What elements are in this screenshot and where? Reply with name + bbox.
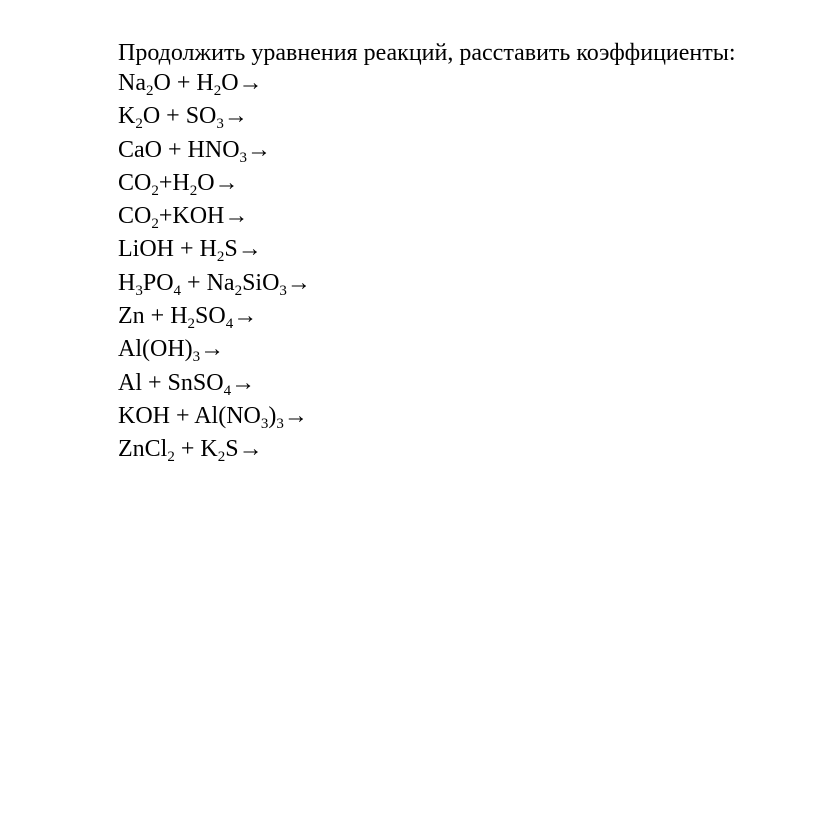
reaction-equation: $Al(OH)_3\to$ [118, 336, 225, 366]
document-body [118, 38, 818, 468]
reaction-equation: $CO_2+H_2O\to$ [118, 169, 239, 199]
reaction-equation: $K_2O + SO_3\to$ [118, 103, 248, 133]
reaction-equation: $H_3PO_4 + Na_2SiO_3\to$ [118, 269, 311, 299]
reaction-equation: KOH + $Al(NO_3)_3\to$ [118, 402, 308, 432]
reaction-equation: ZnCl$_2$ + $K_2S\to$ [118, 436, 263, 466]
reaction-equation: LiOH + $H_2S\to$ [118, 236, 262, 266]
equation-list [118, 68, 818, 468]
reaction-equation: Al + SnSO$_4$→ [118, 369, 256, 399]
reaction-equation: CaO + $HNO_3\to$ [118, 136, 272, 166]
reaction-equation: $Zn + H_2SO_4\to$ [118, 303, 258, 333]
reaction-equation: $CO_2+KOH\to$ [118, 203, 249, 233]
task-title: Продолжить уравнения реакций, расставить коэффициенты: [118, 40, 736, 66]
reaction-equation: $Na_2O + H_2O\to$ [118, 70, 263, 99]
